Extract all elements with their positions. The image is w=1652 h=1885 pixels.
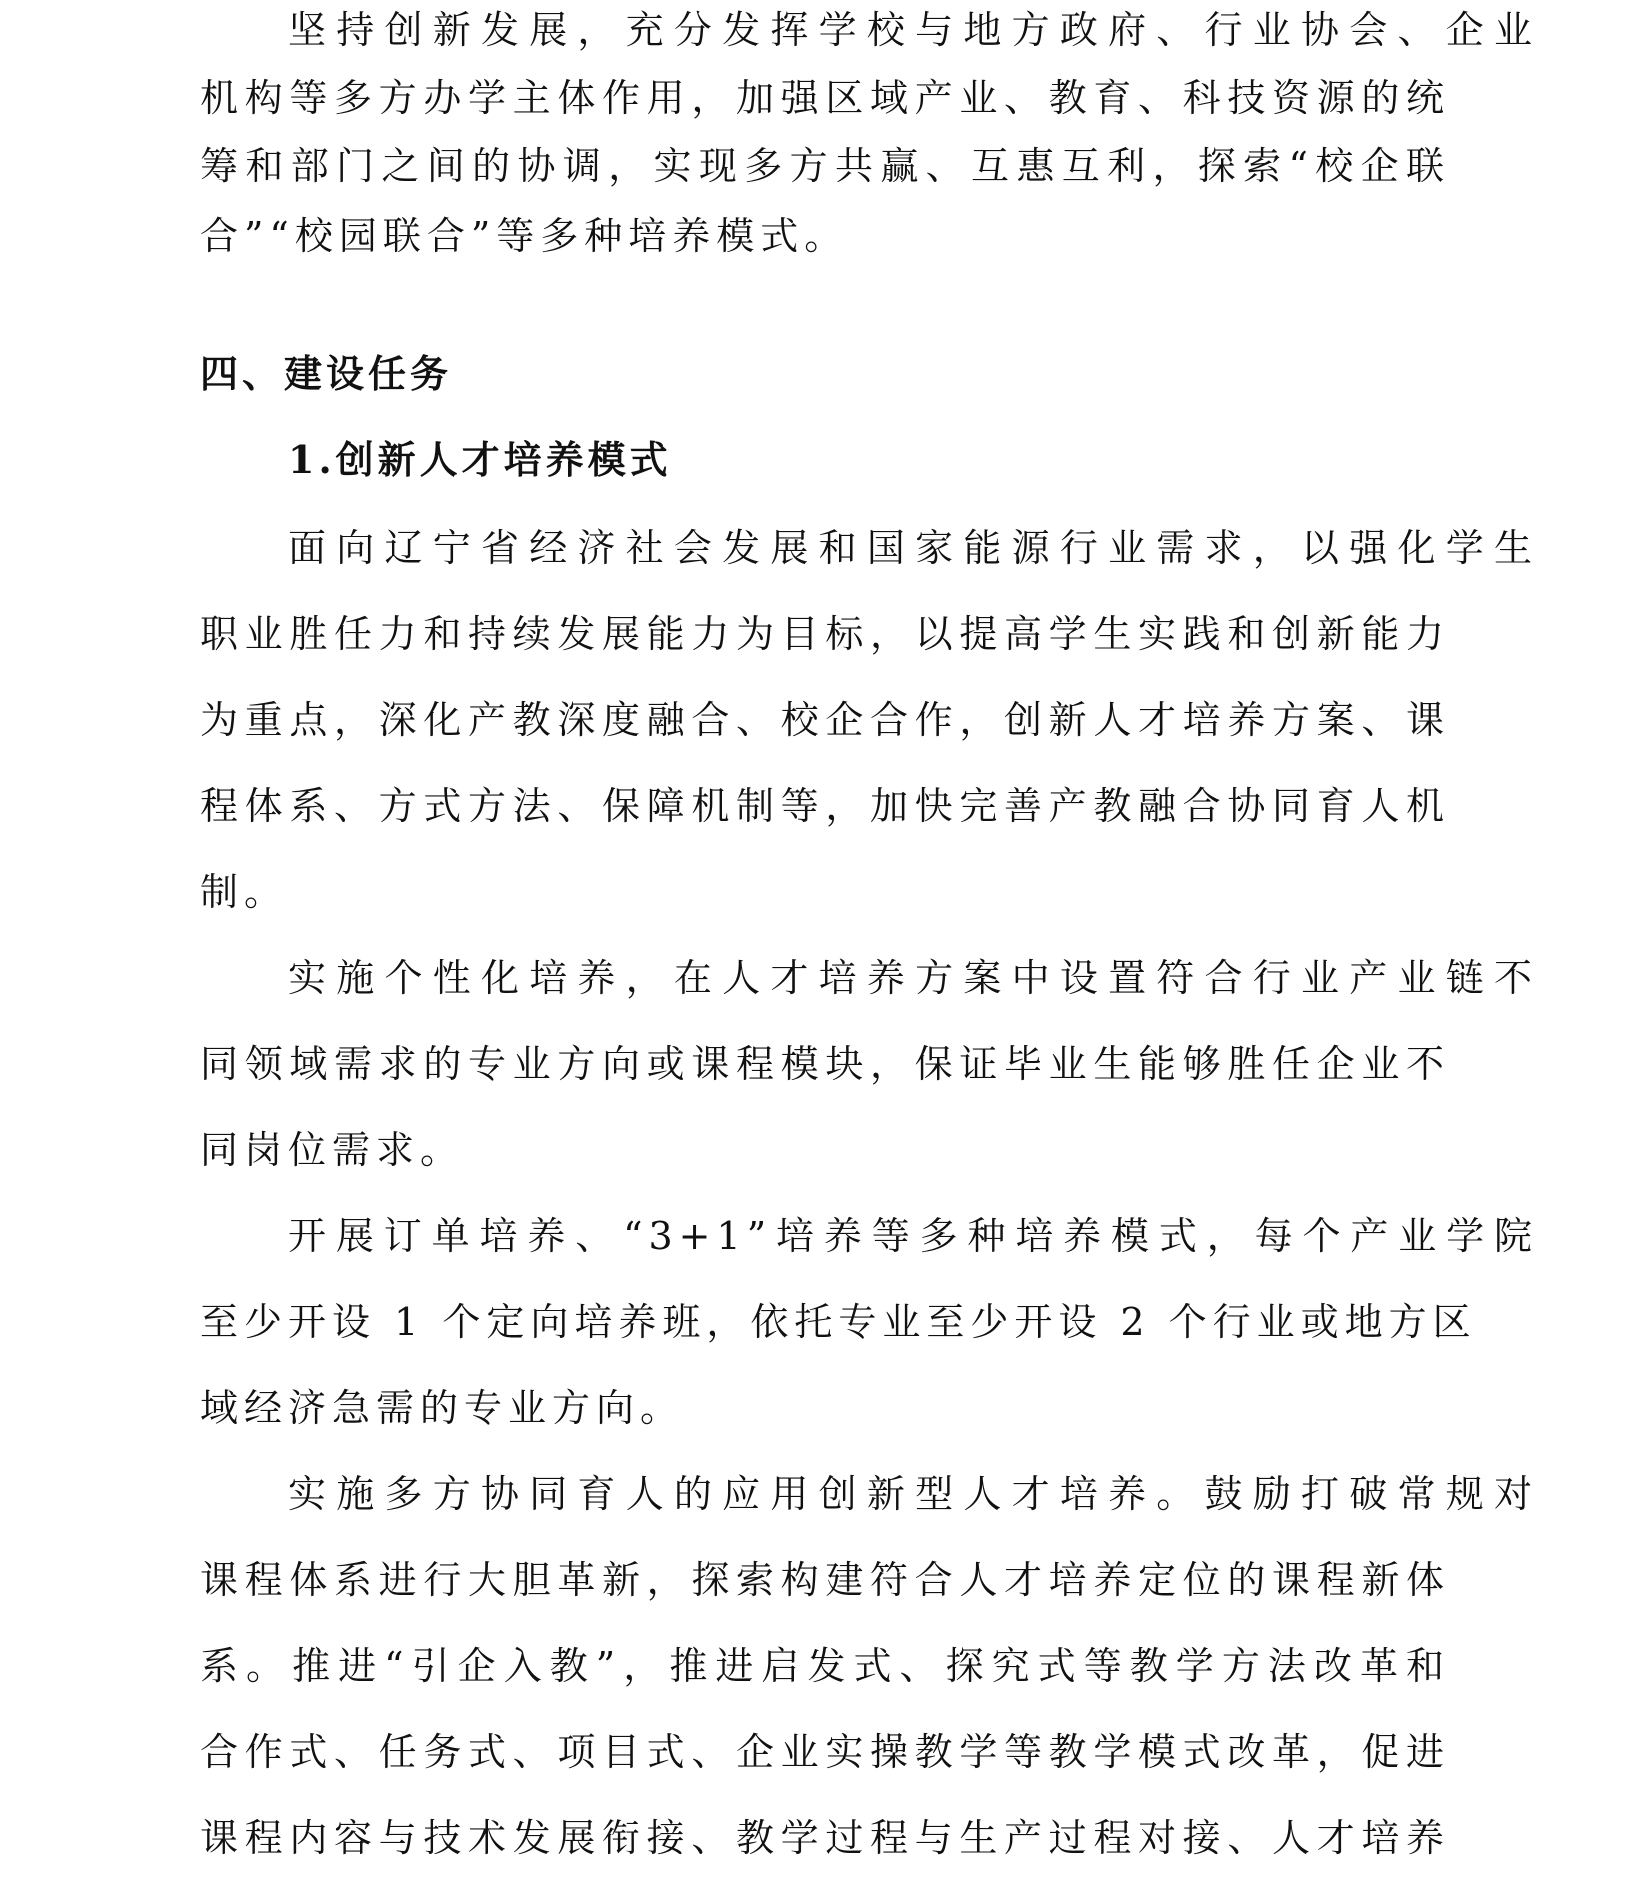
p1-line-4: 程体系、方式方法、保障机制等，加快完善产教融合协同育人机	[200, 784, 1450, 828]
intro-line-4: 合”“校园联合”等多种培养模式。	[200, 214, 849, 258]
p2-line-2: 同领域需求的专业方向或课程模块，保证毕业生能够胜任企业不	[200, 1042, 1450, 1086]
section-heading: 四、建设任务	[200, 351, 453, 396]
p1-line-2: 职业胜任力和持续发展能力为目标，以提高学生实践和创新能力	[200, 612, 1450, 656]
subsection-heading: 1.创新人才培养模式	[288, 437, 672, 482]
p4-line-5: 课程内容与技术发展衔接、教学过程与生产过程对接、人才培养	[200, 1816, 1450, 1860]
p1-line-3: 为重点，深化产教深度融合、校企合作，创新人才培养方案、课	[200, 698, 1450, 742]
p4-line-3: 系。推进“引企入教”，推进启发式、探究式等教学方法改革和	[200, 1644, 1450, 1688]
p4-line-4: 合作式、任务式、项目式、企业实操教学等教学模式改革，促进	[200, 1730, 1450, 1774]
p3-line-2: 至少开设 1 个定向培养班，依托专业至少开设 2 个行业或地方区	[200, 1300, 1477, 1344]
p4-line-2: 课程体系进行大胆革新，探索构建符合人才培养定位的课程新体	[200, 1558, 1450, 1602]
p1-line-1: 面向辽宁省经济社会发展和国家能源行业需求，以强化学生	[288, 526, 1538, 570]
p2-line-3: 同岗位需求。	[200, 1128, 465, 1172]
intro-line-3: 筹和部门之间的协调，实现多方共赢、互惠互利，探索“校企联	[200, 144, 1450, 188]
p3-line-1: 开展订单培养、“3+1”培养等多种培养模式，每个产业学院	[288, 1214, 1538, 1258]
intro-line-1: 坚持创新发展，充分发挥学校与地方政府、行业协会、企业	[288, 8, 1538, 52]
intro-line-2: 机构等多方办学主体作用，加强区域产业、教育、科技资源的统	[200, 76, 1450, 120]
p3-line-3: 域经济急需的专业方向。	[200, 1386, 685, 1430]
p1-line-5: 制。	[200, 870, 289, 914]
p2-line-1: 实施个性化培养，在人才培养方案中设置符合行业产业链不	[288, 956, 1538, 1000]
p4-line-1: 实施多方协同育人的应用创新型人才培养。鼓励打破常规对	[288, 1472, 1538, 1516]
